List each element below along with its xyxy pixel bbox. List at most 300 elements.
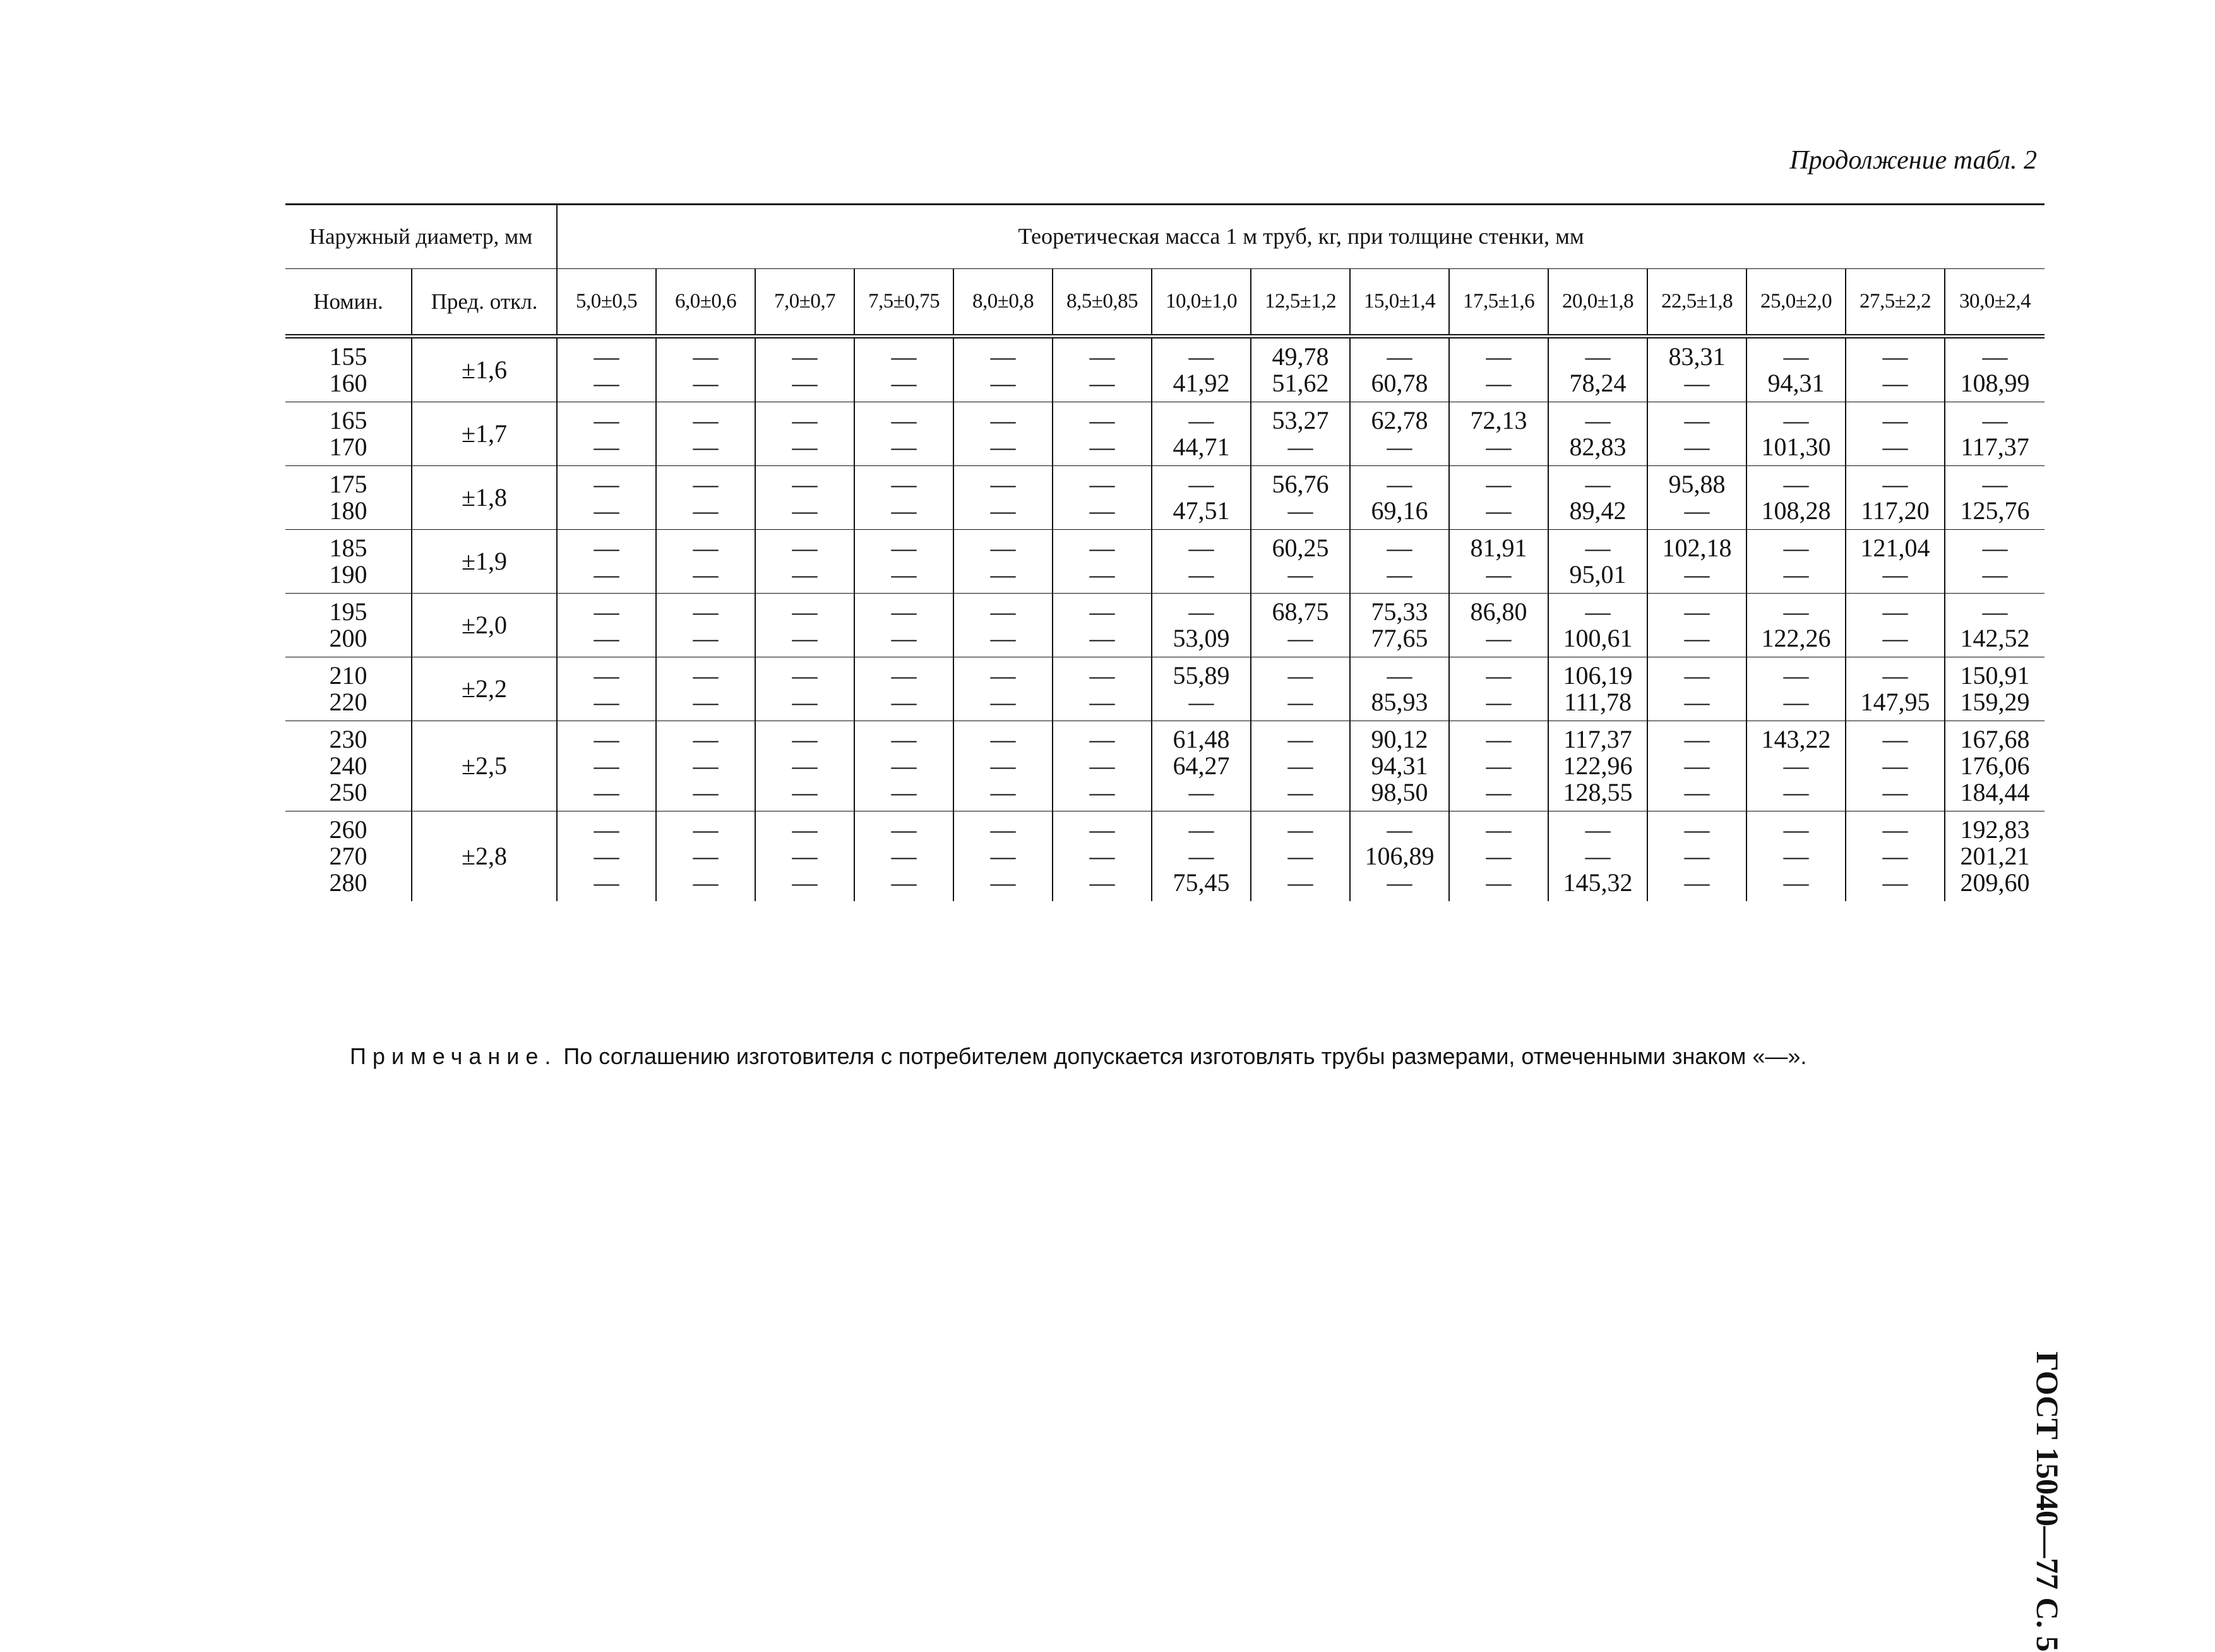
mass-cell [1152,811,1251,902]
mass-value: — [1882,751,1908,780]
mass-value: 102,18 [1662,534,1732,562]
mass-value: — [990,433,1016,461]
mass-cell [656,657,755,721]
deviation-header: Пред. откл. [412,269,557,337]
mass-value: — [1089,342,1115,371]
mass-value: 75,45 [1173,868,1230,897]
mass-value: 51,62 [1272,369,1329,397]
nominal-cell [285,337,412,402]
mass-value: — [891,496,917,525]
mass-value: 95,01 [1569,560,1627,589]
mass-value: — [1486,624,1512,652]
mass-value: — [1287,496,1313,525]
mass-cell [1251,530,1350,594]
mass-value: — [1882,369,1908,397]
mass-value: — [891,342,917,371]
mass-cell [1746,594,1846,657]
mass-value: — [891,842,917,870]
mass-cell [1449,657,1548,721]
mass-value: — [1783,688,1809,716]
mass-value: — [990,534,1016,562]
mass-value: — [693,842,719,870]
mass-value: 108,28 [1761,496,1831,525]
mass-value: — [1188,597,1214,626]
mass-value: — [594,369,619,397]
mass-value: — [1089,778,1115,806]
mass-value: — [891,406,917,434]
mass-value: — [1089,688,1115,716]
mass-value: — [1486,342,1512,371]
nominal-cell [285,594,412,657]
mass-cell [557,811,656,902]
mass-value: — [792,842,818,870]
nominal-cell [285,466,412,530]
mass-cell [953,721,1053,811]
mass-cell [1548,402,1647,466]
mass-value: — [1783,815,1809,844]
mass-cell [1846,721,1945,811]
mass-value: — [1387,560,1412,589]
mass-value: — [1982,342,2008,371]
mass-value: — [1089,433,1115,461]
mass-value: 86,80 [1470,597,1527,626]
mass-value: — [594,751,619,780]
mass-cell [1846,530,1945,594]
mass-value: — [891,470,917,498]
mass-value: — [1089,369,1115,397]
mass-value: 176,06 [1960,751,2030,780]
mass-value: 98,50 [1371,778,1428,806]
mass-cell [1746,657,1846,721]
mass-cell [557,530,656,594]
mass-cell [1152,530,1251,594]
mass-value: — [1089,406,1115,434]
mass-cell [953,594,1053,657]
mass-value: — [891,560,917,589]
wall-thickness-header: 5,0±0,5 [557,269,656,337]
mass-value: — [693,597,719,626]
mass-value: 147,95 [1860,688,1930,716]
nominal-value: 180 [329,496,367,525]
nominal-value: 170 [329,433,367,461]
mass-value: — [1287,751,1313,780]
mass-value: — [1585,815,1611,844]
mass-cell [1251,721,1350,811]
note-label: Примечание. [350,1043,558,1069]
document-code: ГОСТ 15040—77 С. 5 [2030,1351,2065,1652]
mass-cell [1945,594,2045,657]
wall-thickness-header: 7,0±0,7 [755,269,854,337]
mass-value: — [1585,406,1611,434]
mass-value: — [1684,661,1710,690]
mass-cell [1152,337,1251,402]
mass-value: — [1387,342,1412,371]
deviation-value: ±2,8 [412,811,557,902]
mass-cell [755,721,854,811]
mass-cell [1251,337,1350,402]
mass-value: 61,48 [1173,725,1230,753]
mass-cell [1053,337,1152,402]
mass-value: — [1486,470,1512,498]
mass-value: — [990,624,1016,652]
mass-cell [953,466,1053,530]
mass-value: — [594,624,619,652]
mass-cell [656,466,755,530]
mass-value: — [1387,470,1412,498]
continuation-caption: Продолжение табл. 2 [1789,146,2037,175]
mass-value: 77,65 [1371,624,1428,652]
mass-value: — [1486,496,1512,525]
mass-value: — [1684,688,1710,716]
mass-cell [755,811,854,902]
wall-thickness-header: 27,5±2,2 [1846,269,1945,337]
nominal-value: 175 [329,470,367,498]
mass-value: — [1783,842,1809,870]
mass-cell [1846,337,1945,402]
mass-value: — [594,534,619,562]
mass-cell [755,466,854,530]
mass-value: — [1882,597,1908,626]
mass-value: — [891,725,917,753]
mass-value: — [1882,842,1908,870]
mass-value: — [891,433,917,461]
mass-cell [656,594,755,657]
mass-value: — [792,433,818,461]
nominal-header: Номин. [285,269,412,337]
mass-value: — [1684,560,1710,589]
mass-cell [854,530,953,594]
mass-value: — [990,725,1016,753]
mass-value: — [1684,433,1710,461]
wall-thickness-header: 6,0±0,6 [656,269,755,337]
mass-value: — [1982,560,2008,589]
mass-value: — [1882,342,1908,371]
mass-value: — [891,624,917,652]
mass-value: 94,31 [1767,369,1825,397]
mass-value: — [1882,815,1908,844]
mass-value: — [1287,433,1313,461]
mass-value: — [1882,725,1908,753]
mass-value: — [594,342,619,371]
mass-cell [755,402,854,466]
mass-cell [557,337,656,402]
mass-value: — [1684,868,1710,897]
mass-value: 117,20 [1861,496,1930,525]
mass-value: — [594,842,619,870]
mass-value: — [1684,842,1710,870]
mass-value: — [1287,868,1313,897]
nominal-value: 270 [329,842,367,870]
mass-cell [1251,657,1350,721]
mass-value: — [1287,725,1313,753]
mass-cell [1350,657,1449,721]
mass-cell [557,466,656,530]
mass-cell [1548,721,1647,811]
mass-cell [1152,657,1251,721]
mass-value: 143,22 [1761,725,1831,753]
mass-cell [1548,466,1647,530]
mass-cell [1746,530,1846,594]
mass-value: 106,19 [1563,661,1633,690]
deviation-value: ±2,0 [412,594,557,657]
table-row [285,657,2045,721]
mass-value: — [891,534,917,562]
mass-cell [1449,811,1548,902]
mass-value: — [792,778,818,806]
mass-value: 53,27 [1272,406,1329,434]
wall-thickness-header: 8,0±0,8 [953,269,1053,337]
mass-value: — [1486,560,1512,589]
mass-value: — [1089,496,1115,525]
mass-value: — [594,815,619,844]
mass-cell [1350,594,1449,657]
mass-cell [1350,466,1449,530]
mass-cell [1251,466,1350,530]
mass-cell [1350,811,1449,902]
mass-value: 100,61 [1563,624,1633,652]
mass-cell [1251,594,1350,657]
mass-value: 128,55 [1563,778,1633,806]
mass-value: — [1486,751,1512,780]
mass-value: — [594,778,619,806]
mass-value: 121,04 [1860,534,1930,562]
mass-value: — [1783,751,1809,780]
mass-value: — [693,342,719,371]
mass-value: 209,60 [1960,868,2030,897]
mass-value: 101,30 [1761,433,1831,461]
mass-value: — [891,778,917,806]
mass-value: — [1287,842,1313,870]
mass-value: — [1287,688,1313,716]
deviation-value: ±1,9 [412,530,557,594]
mass-value: 108,99 [1960,369,2030,397]
mass-value: — [1387,868,1412,897]
mass-value: — [1486,688,1512,716]
mass-cell [1053,530,1152,594]
mass-cell [1152,402,1251,466]
mass-cell [656,721,755,811]
mass-value: 68,75 [1272,597,1329,626]
mass-value: — [1188,560,1214,589]
mass-value: — [1982,597,2008,626]
mass-value: — [1486,778,1512,806]
mass-value: — [792,369,818,397]
mass-value: — [1585,842,1611,870]
mass-value: — [594,406,619,434]
mass-value: — [990,842,1016,870]
mass-cell [953,530,1053,594]
mass-cell [1449,337,1548,402]
mass-value: — [891,751,917,780]
mass-value: 117,37 [1563,725,1632,753]
mass-value: 82,83 [1569,433,1627,461]
mass-value: — [1387,433,1412,461]
mass-value: 89,42 [1569,496,1627,525]
mass-value: — [1783,406,1809,434]
mass-cell [1846,594,1945,657]
mass-value: 150,91 [1960,661,2030,690]
theoretical-mass-header: Теоретическая масса 1 м труб, кг, при толщине стенки, мм [557,205,2045,269]
mass-cell [1251,402,1350,466]
mass-value: — [1287,815,1313,844]
deviation-value: ±1,6 [412,337,557,402]
table-row [285,402,2045,466]
mass-value: — [1783,597,1809,626]
mass-value: — [1486,815,1512,844]
mass-value: — [1089,725,1115,753]
mass-cell [1647,466,1746,530]
mass-value: — [1387,661,1412,690]
mass-value: 122,26 [1761,624,1831,652]
mass-value: — [792,725,818,753]
mass-cell [1945,811,2045,902]
deviation-value: ±1,7 [412,402,557,466]
mass-value: — [1089,534,1115,562]
mass-value: — [1188,842,1214,870]
mass-cell [1449,402,1548,466]
mass-value: — [1982,406,2008,434]
mass-value: 56,76 [1272,470,1329,498]
mass-cell [557,402,656,466]
mass-value: — [1089,470,1115,498]
mass-value: — [990,369,1016,397]
mass-cell [1945,337,2045,402]
mass-cell [557,594,656,657]
mass-value: — [1486,369,1512,397]
mass-value: — [792,496,818,525]
mass-value: — [693,369,719,397]
mass-cell [656,811,755,902]
mass-cell [1945,402,2045,466]
mass-cell [1548,530,1647,594]
mass-value: 49,78 [1272,342,1329,371]
mass-cell [854,594,953,657]
mass-value: 94,31 [1371,751,1428,780]
mass-value: — [594,433,619,461]
mass-value: 201,21 [1960,842,2030,870]
mass-value: — [1882,868,1908,897]
mass-value: — [693,470,719,498]
nominal-cell [285,721,412,811]
mass-value: 72,13 [1470,406,1527,434]
mass-value: — [990,496,1016,525]
table-row [285,530,2045,594]
mass-value: — [990,342,1016,371]
mass-value: — [1089,815,1115,844]
mass-value: — [990,470,1016,498]
mass-value: 55,89 [1173,661,1230,690]
mass-cell [1152,594,1251,657]
mass-value: — [1486,725,1512,753]
mass-value: 184,44 [1960,778,2030,806]
mass-value: — [693,688,719,716]
mass-value: — [1089,597,1115,626]
mass-cell [755,594,854,657]
mass-value: — [1684,751,1710,780]
mass-cell [1053,811,1152,902]
mass-value: — [1387,815,1412,844]
mass-value: — [1089,560,1115,589]
mass-value: — [990,661,1016,690]
mass-value: — [1486,661,1512,690]
table-row [285,721,2045,811]
table-row [285,594,2045,657]
mass-cell [656,530,755,594]
mass-cell [1746,402,1846,466]
mass-value: — [693,661,719,690]
mass-value: 90,12 [1371,725,1428,753]
wall-thickness-header: 25,0±2,0 [1746,269,1846,337]
mass-value: — [891,661,917,690]
mass-value: — [792,560,818,589]
mass-value: 192,83 [1960,815,2030,844]
mass-value: — [693,778,719,806]
mass-cell [1449,721,1548,811]
mass-value: — [891,815,917,844]
mass-value: — [1089,868,1115,897]
mass-cell [1053,657,1152,721]
nominal-value: 200 [329,624,367,652]
wall-thickness-header: 8,5±0,85 [1053,269,1152,337]
mass-value: — [1882,560,1908,589]
mass-value: — [594,688,619,716]
table-row [285,466,2045,530]
mass-value: — [1585,342,1611,371]
mass-value: — [891,369,917,397]
nominal-cell [285,402,412,466]
mass-value: — [1684,778,1710,806]
mass-cell [953,657,1053,721]
mass-value: 69,16 [1371,496,1428,525]
mass-cell [1647,402,1746,466]
mass-value: — [1684,369,1710,397]
mass-cell [854,721,953,811]
mass-cell [1647,657,1746,721]
mass-cell [953,337,1053,402]
pipe-mass-table [285,203,2045,901]
table-row [285,337,2045,402]
mass-value: — [1188,688,1214,716]
nominal-value: 220 [329,688,367,716]
mass-cell [1053,721,1152,811]
wall-thickness-header: 12,5±1,2 [1251,269,1350,337]
mass-cell [1449,466,1548,530]
mass-cell [1647,337,1746,402]
mass-cell [755,530,854,594]
mass-cell [1846,466,1945,530]
mass-value: — [792,751,818,780]
mass-value: — [693,433,719,461]
mass-cell [755,657,854,721]
mass-cell [854,402,953,466]
mass-value: — [1585,470,1611,498]
mass-value: — [1188,470,1214,498]
mass-value: 64,27 [1173,751,1230,780]
nominal-value: 240 [329,751,367,780]
mass-value: 125,76 [1960,496,2030,525]
mass-value: — [891,688,917,716]
mass-value: 111,78 [1564,688,1632,716]
mass-value: — [792,342,818,371]
mass-value: 167,68 [1960,725,2030,753]
nominal-cell [285,530,412,594]
deviation-value: ±2,2 [412,657,557,721]
mass-cell [557,657,656,721]
wall-thickness-header: 20,0±1,8 [1548,269,1647,337]
mass-cell [1548,657,1647,721]
wall-thickness-header: 15,0±1,4 [1350,269,1449,337]
mass-cell [1449,530,1548,594]
